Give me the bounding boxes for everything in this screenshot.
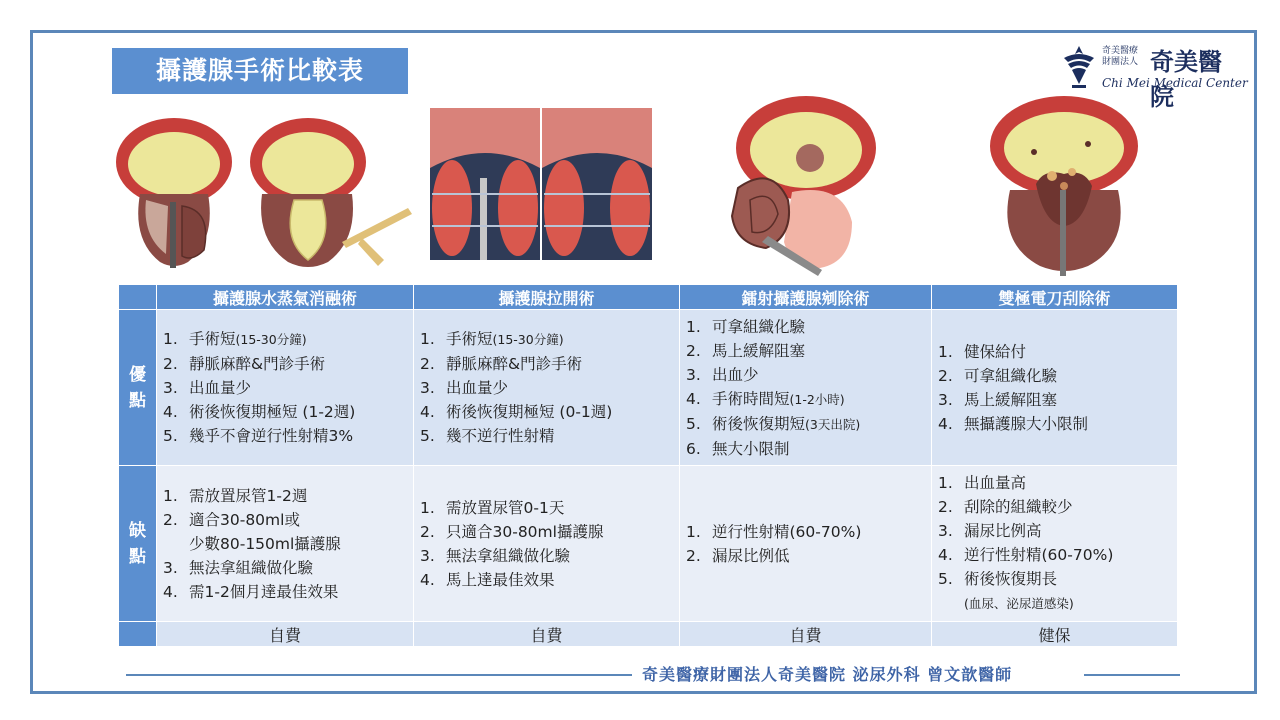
item-number: 3.	[420, 379, 435, 397]
column-header: 鐳射攝護腺剜除術	[680, 285, 932, 310]
hospital-logo	[1060, 42, 1248, 111]
item-text: 漏尿比例高	[964, 522, 1042, 540]
item-number: 1.	[938, 474, 953, 492]
item-text: 術後恢復期極短 (0-1週)	[446, 403, 613, 421]
item-text: 需放置尿管0-1天	[446, 498, 565, 517]
item-number: 1.	[163, 486, 178, 505]
item-number: 3.	[163, 558, 178, 577]
item-number: 5.	[420, 427, 435, 445]
list-item	[686, 437, 860, 461]
illustration-water-vapor	[112, 110, 412, 280]
list-item	[686, 387, 860, 412]
emblem-icon	[1060, 44, 1098, 90]
logo-english: Chi Mei Medical Center	[1102, 76, 1248, 90]
fee-cell: 健保	[932, 622, 1178, 647]
item-text: 馬上達最佳效果	[446, 570, 555, 589]
list-item	[938, 543, 1113, 567]
item-number: 4.	[686, 389, 701, 408]
fee-cell: 自費	[414, 622, 680, 647]
list-item	[938, 471, 1113, 495]
item-text: 幾乎不會逆行性射精3%	[189, 427, 354, 445]
list-item	[420, 327, 612, 352]
item-number: 3.	[938, 390, 953, 409]
list-item	[686, 363, 860, 387]
table-header-row	[119, 285, 1178, 310]
item-number: 2.	[938, 366, 953, 385]
item-number: 3.	[938, 522, 953, 540]
footer	[126, 662, 1180, 688]
item-text: 靜脈麻醉&門診手術	[189, 355, 326, 373]
row-label-text: 缺 點	[129, 520, 146, 567]
row-label-text: 優 點	[129, 364, 146, 411]
item-number: 2.	[163, 510, 178, 529]
item-number: 4.	[938, 414, 953, 433]
item-text: 可拿組織化驗	[964, 366, 1058, 385]
item-text: 術後恢復期極短 (1-2週)	[189, 403, 356, 421]
item-number: 4.	[938, 546, 953, 564]
item-text: 出血少	[712, 365, 759, 384]
item-note: (15-30分鐘)	[492, 332, 564, 347]
list-item	[938, 340, 1088, 364]
disadvantages-cell	[680, 466, 932, 622]
list-item	[163, 424, 355, 448]
illustration-urolift	[430, 108, 674, 260]
item-number: 1.	[420, 498, 435, 517]
fee-row-label	[119, 622, 157, 647]
item-number: 2.	[163, 355, 178, 373]
item-number: 1.	[938, 342, 953, 361]
list-item	[686, 544, 861, 568]
illustration-laser-enucleation	[722, 92, 892, 276]
list-item	[686, 339, 860, 363]
item-note: (15-30分鐘)	[235, 332, 307, 347]
column-header: 攝護腺拉開術	[414, 285, 680, 310]
fee-cell: 自費	[157, 622, 414, 647]
footer-rule-right	[1084, 674, 1180, 676]
item-text: 健保給付	[964, 342, 1027, 361]
row-label-advantages	[119, 310, 157, 466]
item-text: 刮除的組織較少	[964, 498, 1073, 516]
advantages-cell	[157, 310, 414, 466]
item-number: 2.	[420, 355, 435, 373]
list-item	[938, 519, 1113, 543]
list-item	[938, 364, 1088, 388]
item-text: 漏尿比例低	[712, 546, 790, 565]
item-number: 2.	[686, 546, 701, 565]
item-text: 只適合30-80ml攝護腺	[446, 522, 604, 541]
item-text: 需放置尿管1-2週	[189, 486, 308, 505]
item-note: (血尿、泌尿道感染)	[964, 596, 1074, 611]
list-item	[686, 520, 861, 544]
advantages-row	[119, 310, 1178, 466]
list-item	[163, 556, 341, 580]
item-text: 出血量高	[964, 474, 1027, 492]
list-item	[420, 544, 603, 568]
list-item	[938, 591, 1113, 616]
column-header: 攝護腺水蒸氣消融術	[157, 285, 414, 310]
disadvantages-cell	[932, 466, 1178, 622]
list-item	[420, 520, 603, 544]
item-number: 1.	[686, 522, 701, 541]
logo-name: 奇美醫院	[1150, 47, 1222, 111]
logo-org-text: 奇美醫療 財團法人	[1102, 46, 1139, 67]
item-text: 馬上緩解阻塞	[964, 390, 1058, 409]
list-item	[163, 580, 341, 604]
item-number: 2.	[686, 341, 701, 360]
fee-row	[119, 622, 1178, 647]
item-number: 3.	[420, 546, 435, 565]
list-item	[420, 376, 612, 400]
list-item	[163, 352, 355, 376]
list-item	[163, 508, 341, 532]
list-item	[163, 400, 355, 424]
footer-rule-left	[126, 674, 632, 676]
item-number: 6.	[686, 439, 701, 458]
list-item	[420, 352, 612, 376]
advantages-cell	[932, 310, 1178, 466]
list-item	[163, 484, 341, 508]
list-item	[938, 412, 1088, 436]
item-text: 無法拿組織做化驗	[446, 546, 571, 565]
item-number: 4.	[163, 582, 178, 601]
disadvantages-row	[119, 466, 1178, 622]
item-text: 術後恢復期長	[964, 570, 1058, 588]
row-label-disadvantages	[119, 466, 157, 622]
item-number: 4.	[420, 403, 435, 421]
item-number: 5.	[938, 570, 953, 588]
item-text: 無攝護腺大小限制	[964, 414, 1089, 433]
item-text: 逆行性射精(60-70%)	[964, 546, 1114, 564]
list-item	[938, 567, 1113, 591]
disadvantages-cell	[157, 466, 414, 622]
item-text: 手術時間短	[712, 389, 790, 408]
item-number: 5.	[163, 427, 178, 445]
list-item	[420, 400, 612, 424]
list-item	[163, 532, 341, 556]
item-number: 4.	[163, 403, 178, 421]
item-number: 4.	[420, 570, 435, 589]
disadvantages-cell	[414, 466, 680, 622]
list-item	[686, 412, 860, 437]
item-text: 少數80-150ml攝護腺	[189, 534, 341, 553]
list-item	[938, 495, 1113, 519]
item-number: 5.	[686, 414, 701, 433]
item-note: (3天出院)	[805, 416, 861, 432]
item-text: 幾不逆行性射精	[446, 427, 555, 445]
item-text: 適合30-80ml或	[189, 510, 300, 529]
list-item	[420, 424, 612, 448]
item-note: (1-2小時)	[789, 391, 845, 407]
item-number: 1.	[686, 317, 701, 336]
header-blank	[119, 285, 157, 310]
item-text: 馬上緩解阻塞	[712, 341, 806, 360]
list-item	[163, 327, 355, 352]
item-text: 手術短	[189, 330, 236, 348]
item-text: 靜脈麻醉&門診手術	[446, 355, 583, 373]
fee-cell: 自費	[680, 622, 932, 647]
item-number: 3.	[163, 379, 178, 397]
page-title: 攝護腺手術比較表	[112, 48, 408, 94]
item-text: 逆行性射精(60-70%)	[712, 522, 862, 541]
item-text: 無法拿組織做化驗	[189, 558, 314, 577]
list-item	[420, 568, 603, 592]
list-item	[686, 315, 860, 339]
list-item	[163, 376, 355, 400]
item-text: 可拿組織化驗	[712, 317, 806, 336]
footer-credit: 奇美醫療財團法人奇美醫院 泌尿外科 曾文歆醫師	[642, 665, 1013, 684]
item-number: 1.	[163, 330, 178, 348]
item-number: 1.	[420, 330, 435, 348]
illustration-bipolar-resection	[984, 94, 1144, 280]
advantages-cell	[680, 310, 932, 466]
item-text: 需1-2個月達最佳效果	[189, 582, 339, 601]
item-text: 出血量少	[446, 379, 509, 397]
item-text: 無大小限制	[712, 439, 790, 458]
column-header: 雙極電刀刮除術	[932, 285, 1178, 310]
list-item	[938, 388, 1088, 412]
list-item	[420, 496, 603, 520]
item-text: 手術短	[446, 330, 493, 348]
advantages-cell	[414, 310, 680, 466]
item-number: 2.	[938, 498, 953, 516]
item-text: 出血量少	[189, 379, 252, 397]
comparison-table	[118, 284, 1178, 647]
item-text: 術後恢復期短	[712, 414, 806, 433]
item-number: 3.	[686, 365, 701, 384]
item-number: 2.	[420, 522, 435, 541]
